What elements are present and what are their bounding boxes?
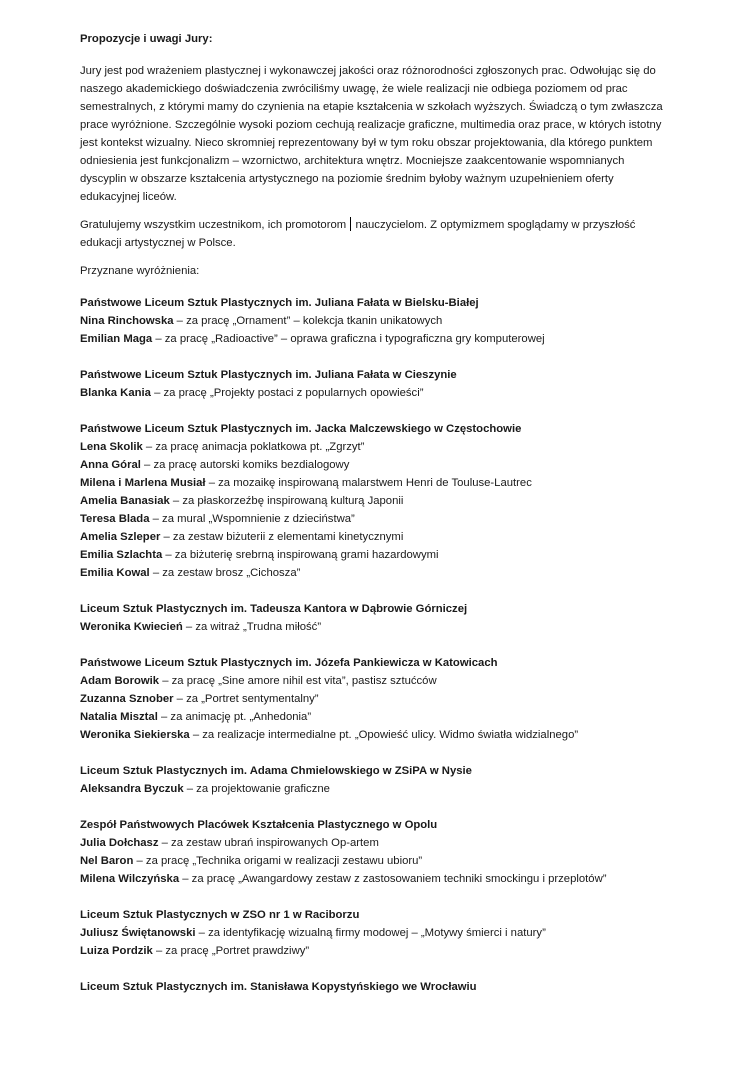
award-description: – za pracę „Ornament” – kolekcja tkanin unikatowych xyxy=(173,315,443,327)
student-name: Emilia Szlachta xyxy=(80,549,163,561)
award-description: – za pracę „Sine amore nihil est vita”, pastisz sztućców xyxy=(159,675,437,687)
award-entry xyxy=(80,564,666,582)
student-name: Teresa Blada xyxy=(80,513,150,525)
award-description: – za animację pt. „Anhedonia” xyxy=(157,711,312,723)
paragraph-2-text-end: nauczycielom. Z optymizmem spoglądamy w przyszłość edukacji artystycznej w Polsce. xyxy=(80,219,636,249)
award-entry xyxy=(80,618,666,636)
award-entry xyxy=(80,492,666,510)
school-name: Liceum Sztuk Plastycznych im. Adama Chmielowskiego w ZSiPA w Nysie xyxy=(80,765,472,777)
school-block xyxy=(80,978,666,996)
award-description: – za pracę „Awangardowy zestaw z zastosowaniem techniki smockingu i przeplotów” xyxy=(179,873,607,885)
award-description: – za pracę „Radioactive” – oprawa graficzna i typograficzna gry komputerowej xyxy=(152,333,545,345)
student-name: Weronika Kwiecień xyxy=(80,621,183,633)
student-name: Lena Skolik xyxy=(80,441,143,453)
schools-list xyxy=(80,294,666,996)
award-description: – za witraż „Trudna miłość” xyxy=(182,621,322,633)
award-description: – za realizacje intermedialne pt. „Opowieść ulicy. Widmo światła widzialnego” xyxy=(189,729,579,741)
paragraph-2-text-start: Gratulujemy wszystkim uczestnikom, ich promotorom xyxy=(80,219,350,231)
student-name: Blanka Kania xyxy=(80,387,151,399)
school-name: Liceum Sztuk Plastycznych im. Stanisława Kopystyńskiego we Wrocławiu xyxy=(80,981,477,993)
school-block xyxy=(80,906,666,960)
student-name: Emilian Maga xyxy=(80,333,153,345)
award-description: – za identyfikację wizualną firmy modowej – „Motywy śmierci i natury” xyxy=(195,927,546,939)
award-entry xyxy=(80,690,666,708)
award-entry xyxy=(80,474,666,492)
award-description: – za pracę „Portret prawdziwy” xyxy=(152,945,310,957)
school-name: Zespół Państwowych Placówek Kształcenia Plastycznego w Opolu xyxy=(80,819,438,831)
award-entry xyxy=(80,672,666,690)
award-description: – za płaskorzeźbę inspirowaną kulturą Japonii xyxy=(169,495,404,507)
award-description: – za „Portret sentymentalny” xyxy=(173,693,319,705)
award-description: – za zestaw brosz „Cichosza” xyxy=(149,567,301,579)
award-description: – za pracę autorski komiks bezdialogowy xyxy=(140,459,350,471)
school-name: Państwowe Liceum Sztuk Plastycznych im. Józefa Pankiewicza w Katowicach xyxy=(80,657,498,669)
award-entry xyxy=(80,312,666,330)
award-description: – za pracę animacja poklatkowa pt. „Zgrzyt” xyxy=(142,441,365,453)
award-entry xyxy=(80,924,666,942)
school-name: Państwowe Liceum Sztuk Plastycznych im. Jacka Malczewskiego w Częstochowie xyxy=(80,423,522,435)
student-name: Milena Wilczyńska xyxy=(80,873,180,885)
award-entry xyxy=(80,870,666,888)
award-entry xyxy=(80,708,666,726)
school-block xyxy=(80,294,666,348)
award-entry xyxy=(80,330,666,348)
award-entry xyxy=(80,528,666,546)
school-name: Liceum Sztuk Plastycznych w ZSO nr 1 w Raciborzu xyxy=(80,909,360,921)
award-description: – za pracę „Projekty postaci z popularnych opowieści” xyxy=(150,387,424,399)
student-name: Emilia Kowal xyxy=(80,567,150,579)
award-entry xyxy=(80,384,666,402)
award-description: – za zestaw ubrań inspirowanych Op-artem xyxy=(158,837,379,849)
award-entry xyxy=(80,510,666,528)
student-name: Milena i Marlena Musiał xyxy=(80,477,206,489)
student-name: Natalia Misztal xyxy=(80,711,158,723)
award-description: – za projektowanie graficzne xyxy=(183,783,330,795)
award-entry xyxy=(80,438,666,456)
school-block xyxy=(80,420,666,582)
school-block xyxy=(80,654,666,744)
awards-label: Przyznane wyróżnienia: xyxy=(80,265,200,277)
award-description: – za mural „Wspomnienie z dzieciństwa” xyxy=(149,513,355,525)
award-entry xyxy=(80,780,666,798)
award-description: – za zestaw biżuterii z elementami kinetycznymi xyxy=(160,531,404,543)
school-block xyxy=(80,816,666,888)
award-description: – za pracę „Technika origami w realizacji zestawu ubioru” xyxy=(133,855,423,867)
jury-paragraph-2 xyxy=(80,216,666,252)
school-name: Państwowe Liceum Sztuk Plastycznych im. Juliana Fałata w Bielsku-Białej xyxy=(80,297,479,309)
jury-heading: Propozycje i uwagi Jury: xyxy=(80,33,213,45)
award-entry xyxy=(80,726,666,744)
student-name: Nina Rinchowska xyxy=(80,315,174,327)
award-entry xyxy=(80,456,666,474)
student-name: Anna Góral xyxy=(80,459,141,471)
award-description: – za biżuterię srebrną inspirowaną grami hazardowymi xyxy=(162,549,439,561)
award-entry xyxy=(80,852,666,870)
award-description: – za mozaikę inspirowaną malarstwem Henri de Touluse-Lautrec xyxy=(205,477,532,489)
student-name: Juliusz Świętanowski xyxy=(80,927,196,939)
school-block xyxy=(80,366,666,402)
school-block xyxy=(80,600,666,636)
award-entry xyxy=(80,834,666,852)
student-name: Adam Borowik xyxy=(80,675,160,687)
student-name: Luiza Pordzik xyxy=(80,945,153,957)
school-block xyxy=(80,762,666,798)
award-entry xyxy=(80,546,666,564)
school-name: Liceum Sztuk Plastycznych im. Tadeusza Kantora w Dąbrowie Górniczej xyxy=(80,603,468,615)
student-name: Weronika Siekierska xyxy=(80,729,190,741)
student-name: Zuzanna Sznober xyxy=(80,693,174,705)
jury-paragraph-1: Jury jest pod wrażeniem plastycznej i wykonawczej jakości oraz różnorodności zgłoszonych prac. Odwołując się do naszego akademickiego doświadczenia zwróciliśmy uwagę, że wiele realizacji nie odbiega poziomem od prac semestralnych, z którymi mamy do czynienia na etapie kształcenia w szkołach wyższych. Świadczą o tym zwłaszcza prace wyróżnione. Szczególnie wysoki poziom cechują realizacje graficzne, multimedia oraz prace, w których istotny jest kontekst wizualny. Nieco skromniej reprezentowany był w tym roku obszar projektowania, dla którego punktem odniesienia jest funkcjonalizm – wzornictwo, architektura wnętrz. Mocniejsze zaakcentowanie wspomnianych dyscyplin w obszarze kształcenia artystycznego na poziomie średnim byłoby ważnym uzupełnieniem oferty edukacyjnej liceów. xyxy=(80,65,663,203)
award-entry xyxy=(80,942,666,960)
school-name: Państwowe Liceum Sztuk Plastycznych im. Juliana Fałata w Cieszynie xyxy=(80,369,457,381)
student-name: Amelia Banasiak xyxy=(80,495,170,507)
student-name: Amelia Szleper xyxy=(80,531,161,543)
student-name: Julia Dołchasz xyxy=(80,837,159,849)
student-name: Aleksandra Byczuk xyxy=(80,783,184,795)
student-name: Nel Baron xyxy=(80,855,134,867)
